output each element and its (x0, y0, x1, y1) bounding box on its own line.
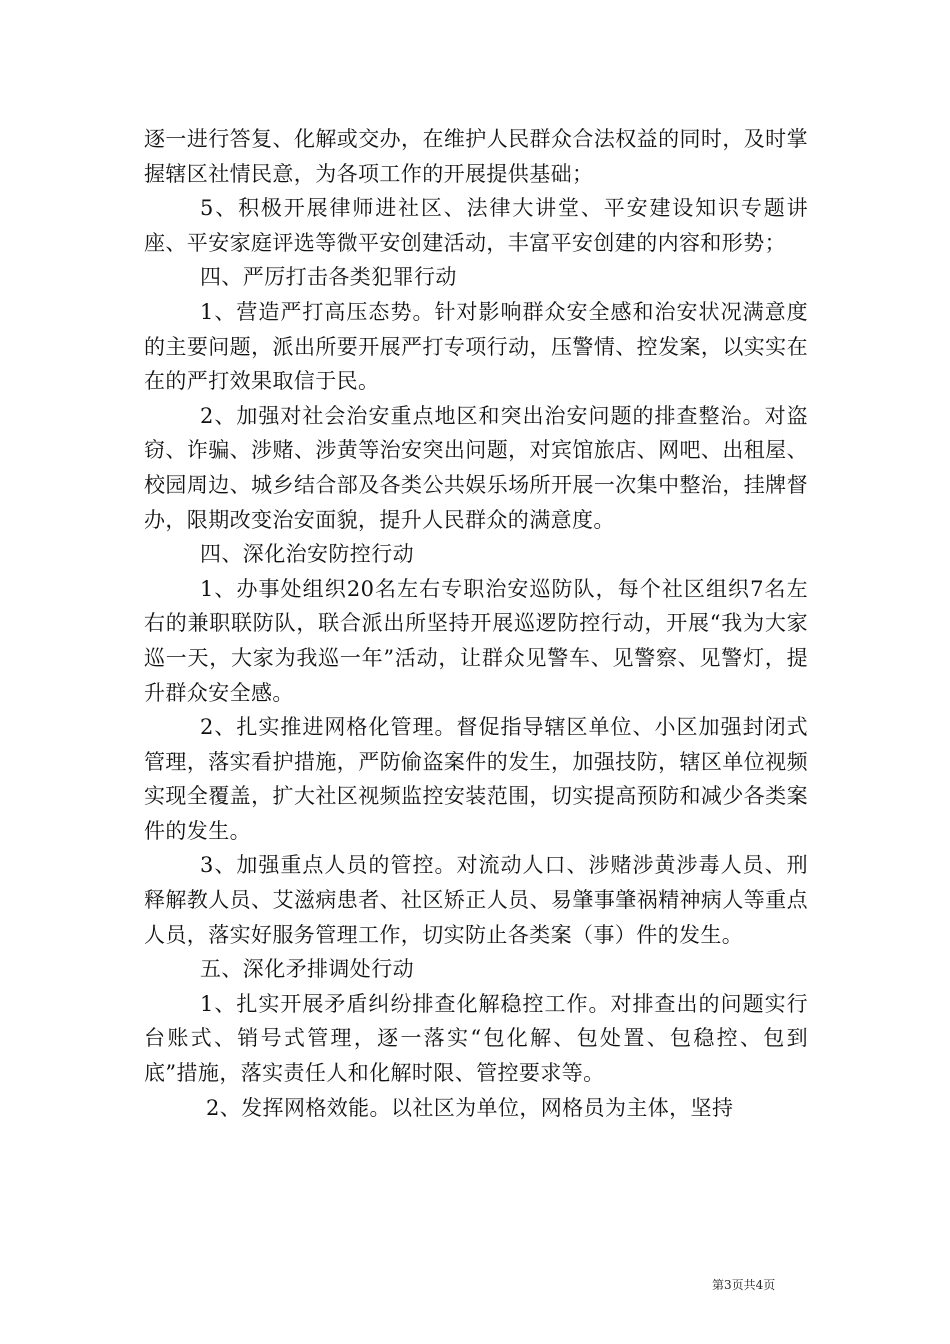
section-heading-prevention: 四、深化治安防控行动 (200, 542, 414, 567)
paragraph-prevention-2: 2、扎实推进网格化管理。督促指导辖区单位、小区加强封闭式管理，落实看护措施，严防偷盗案件的发生，加强技防，辖区单位视频实现全覆盖，扩大社区视频监控安装范围，切实提高预防和减少各类案件的发生。 (144, 715, 808, 843)
section-heading-mediation: 五、深化矛排调处行动 (200, 957, 414, 982)
paragraph-prevention-1: 1、办事处组织20名左右专职治安巡防队，每个社区组织7名左右的兼职联防队，联合派出所坚持开展巡逻防控行动，开展“我为大家巡一天，大家为我巡一年”活动，让群众见警车、见警察、见警灯，提升群众安全感。 (144, 576, 808, 705)
paragraph-prevention-3: 3、加强重点人员的管控。对流动人口、涉赌涉黄涉毒人员、刑释解教人员、艾滋病患者、社区矫正人员、易肇事肇祸精神病人等重点人员，落实好服务管理工作，切实防止各类案（事）件的发生。 (144, 853, 808, 947)
paragraph-continued: 逐一进行答复、化解或交办，在维护人民群众合法权益的同时，及时掌握辖区社情民意，为各项工作的开展提供基础； (144, 127, 808, 186)
page-number-footer: 第3页共4页 (712, 1278, 776, 1292)
paragraph-item-5: 5、积极开展律师进社区、法律大讲堂、平安建设知识专题讲座、平安家庭评选等微平安创建活动，丰富平安创建的内容和形势； (144, 196, 808, 255)
paragraph-mediation-2: 2、发挥网格效能。以社区为单位，网格员为主体，坚持 (206, 1095, 734, 1120)
paragraph-crackdown-1: 1、营造严打高压态势。针对影响群众安全感和治安状况满意度的主要问题，派出所要开展严打专项行动，压警情、控发案，以实实在在的严打效果取信于民。 (144, 299, 808, 394)
section-heading-crackdown: 四、严厉打击各类犯罪行动 (200, 265, 457, 290)
paragraph-mediation-1: 1、扎实开展矛盾纠纷排查化解稳控工作。对排查出的问题实行台账式、销号式管理，逐一落实“包化解、包处置、包稳控、包到底”措施，落实责任人和化解时限、管控要求等。 (144, 991, 808, 1086)
document-body (144, 122, 808, 1125)
paragraph-crackdown-2: 2、加强对社会治安重点地区和突出治安问题的排查整治。对盗窃、诈骗、涉赌、涉黄等治安突出问题，对宾馆旅店、网吧、出租屋、校园周边、城乡结合部及各类公共娱乐场所开展一次集中整治，挂牌督办，限期改变治安面貌，提升人民群众的满意度。 (144, 403, 808, 532)
